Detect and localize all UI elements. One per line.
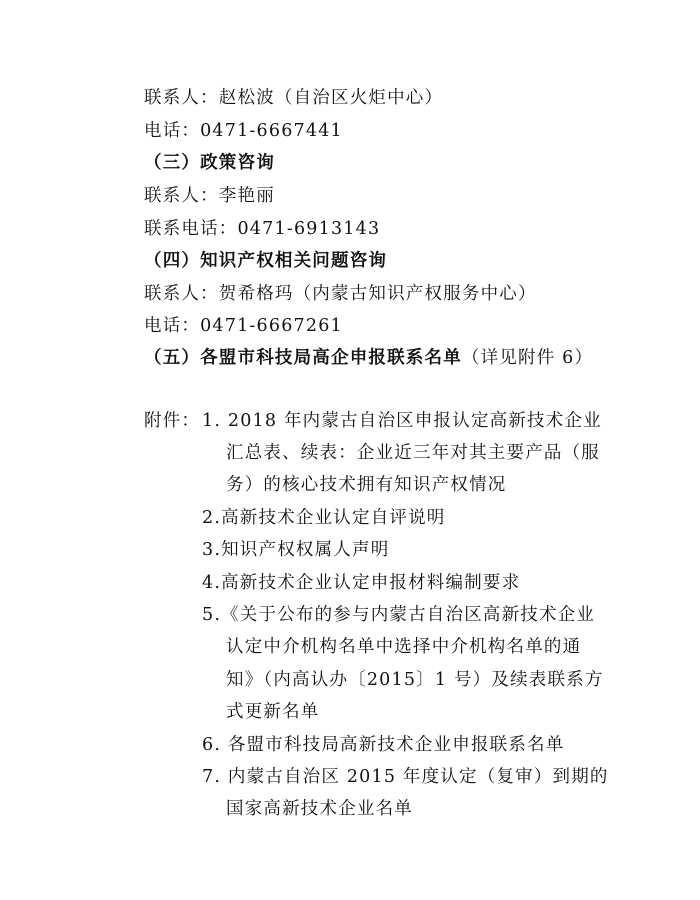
attachment-5-line-3: 知》（内高认办〔2015〕1 号）及续表联系方 [226, 670, 604, 690]
contact-phone-2: 联系电话：0471-6913143 [144, 219, 381, 239]
attachment-5-line-4: 式更新名单 [226, 702, 320, 722]
contact-phone-3: 电话：0471-6667261 [144, 316, 343, 336]
section-heading-3: （三）政策咨询 [144, 153, 275, 173]
attachment-5-line-2: 认定中介机构名单中选择中介机构名单的通 [226, 637, 582, 657]
section-heading-5-note: （详见附件 6） [461, 348, 594, 368]
contact-person-2: 联系人：李艳丽 [144, 186, 275, 206]
attachment-1-line-1: 1. 2018 年内蒙古自治区申报认定高新技术企业 [202, 411, 602, 431]
section-heading-4: （四）知识产权相关问题咨询 [144, 251, 388, 271]
section-heading-5-title: （五）各盟市科技局高企申报联系名单 [144, 348, 462, 368]
contact-phone-1: 电话：0471-6667441 [144, 121, 343, 141]
attachment-5-line-1: 5.《关于公布的参与内蒙古自治区高新技术企业 [202, 605, 596, 625]
attachment-7-line-2: 国家高新技术企业名单 [226, 799, 413, 819]
attachment-1-line-2: 汇总表、续表：企业近三年对其主要产品（服 [226, 443, 600, 463]
attachment-2: 2.高新技术企业认定自评说明 [202, 508, 446, 528]
attachment-7-line-1: 7. 内蒙古自治区 2015 年度认定（复审）到期的 [202, 767, 609, 787]
contact-person-3: 联系人：贺希格玛（内蒙古知识产权服务中心） [144, 284, 537, 304]
contact-person-1: 联系人：赵松波（自治区火炬中心） [144, 88, 444, 108]
attachment-6: 6. 各盟市科技局高新技术企业申报联系名单 [202, 735, 565, 755]
attachments-label: 附件： [144, 411, 201, 431]
attachment-1-line-3: 务）的核心技术拥有知识产权情况 [226, 475, 507, 495]
attachment-4: 4.高新技术企业认定申报材料编制要求 [202, 573, 521, 593]
section-heading-5 [144, 346, 593, 370]
attachment-3: 3.知识产权权属人声明 [202, 540, 390, 560]
